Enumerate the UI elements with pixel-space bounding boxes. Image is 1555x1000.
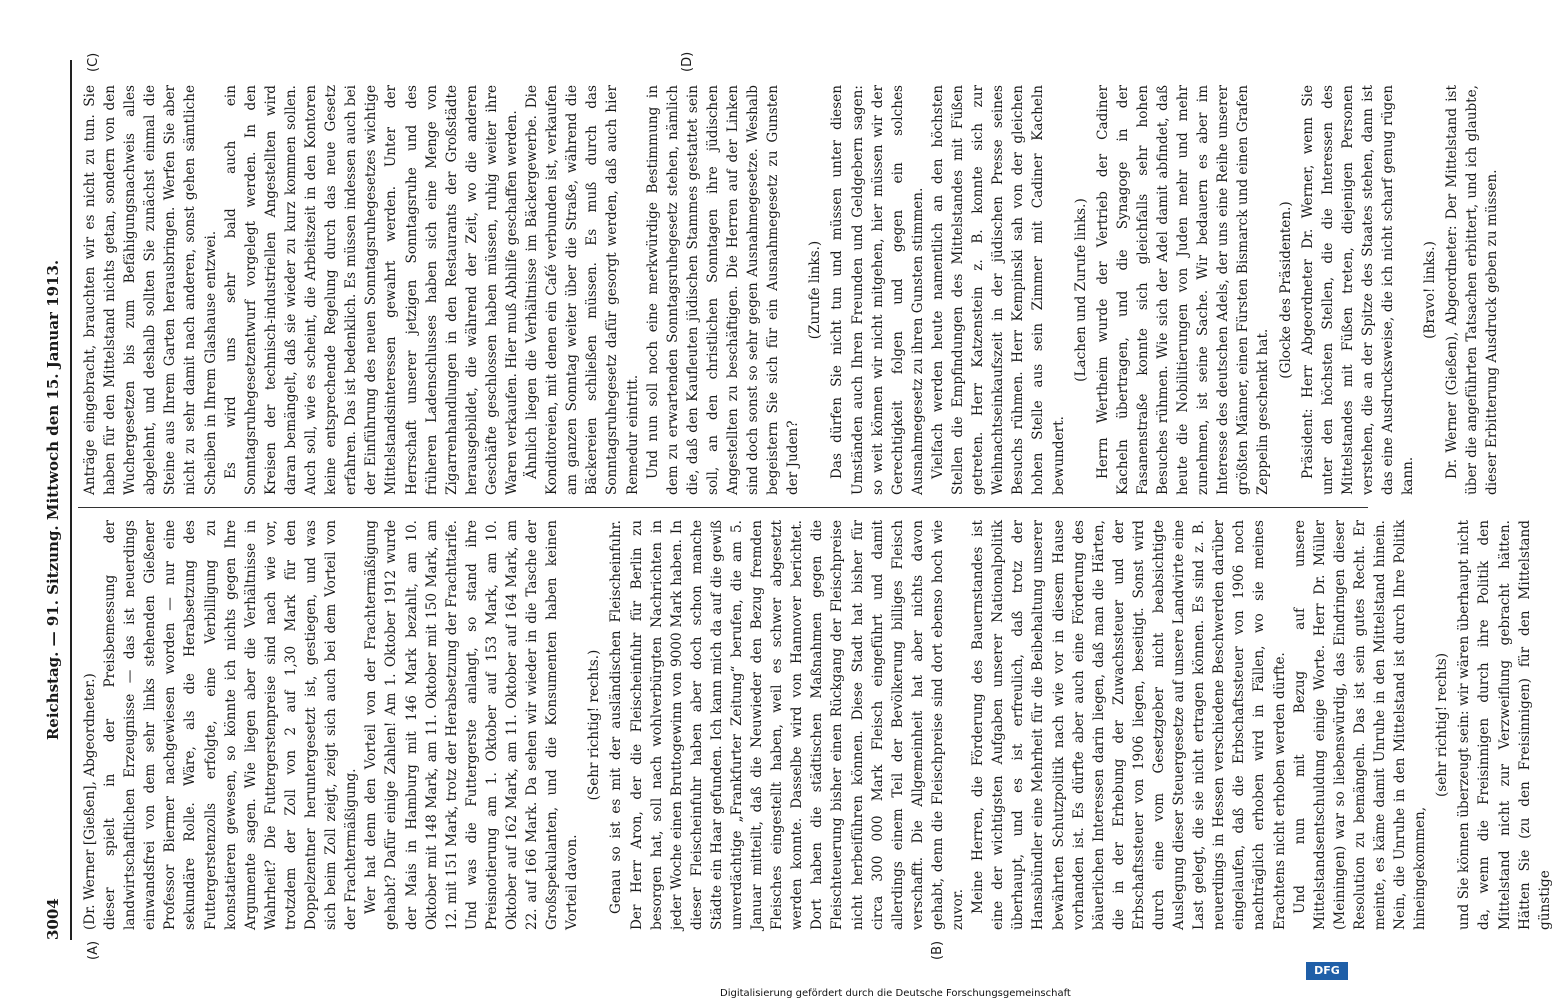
marker-b: (B) bbox=[930, 940, 945, 960]
paragraph: Präsident: Herr Abgeordneter Dr. Werner, wenn Sie unter den höchsten Stellen, die die Interessen des Mittelstandes mit Füßen treten, diejenigen Personen verstehen, die an der Spitze des Staates stehen, dann ist das eine Ausdrucksweise, die ich nicht scharf genug rügen kann. bbox=[1299, 85, 1417, 495]
column-divider bbox=[78, 507, 1368, 508]
right-column bbox=[80, 85, 1503, 495]
paragraph: Wer hat denn den Vorteil von der Frachtermäßigung gehabt? Dafür einige Zahlen! Am 1. Oktober 1912 wurde der Mais in Hamburg mit 146 Mark bezahlt, am 10. Oktober mit 148 Mark, am 11. Oktober mit 150 Mark, am 12. mit 151 Mark, trotz der Herabsetzung der Frachttarife. Und was die Futtergerste anlangt, so stand ihre Preisnotierung am 1. Oktober auf 153 Mark, am 10. Oktober auf 162 Mark, am 11. Oktober auf 164 Mark, am 22. auf 166 Mark. Da sehen wir wieder in die Tasche der Großspekulanten, und die Konsumenten haben keinen Vorteil davon. bbox=[363, 520, 581, 930]
paragraph: Das dürfen Sie nicht tun und müssen unter diesen Umständen auch Ihren Freunden und Geldgebern sagen: so weit können wir nicht mitgehen, hier müssen wir der Gerechtigkeit folgen und gegen ein solches Ausnahmegesetz zu ihren Gunsten stimmen. bbox=[829, 85, 926, 495]
paragraph: Meine Herren, die Förderung des Bauernstandes ist eine der wichtigsten Aufgaben unserer Nationalpolitik überhaupt, und es ist erfreulich, daß trotz der Hansabündler eine Mehrheit für die Beibehaltung unserer bewährten Schutzpolitik nach wie vor in diesem Hause vorhanden ist. Es dürfte aber auch eine Förderung des bäuerlichen Interessen darin liegen, daß man die Härten, die in der Erhebung der Zuwachssteuer und der Erbschaftssteuer von 1906 liegen, beseitigt. Sonst wird durch eine vom Gesetzgeber nicht beabsichtigte Auslegung dieser Steuergesetze auf unsere Landwirte eine Last gelegt, die sie nicht ertragen können. Es sind z. B. neuerdings in Hessen verschiedene Beschwerden darüber eingelaufen, daß die Erbschaftssteuer von 1906 noch nachträglich erhoben wird in Fällen, wo sie meines Erachtens nicht erhoben werden dürfte. bbox=[970, 520, 1288, 930]
paragraph: Es wird uns sehr bald auch ein Sonntagsruhegesetzentwurf vorgelegt werden. In den Kreisen der technisch-industriellen Angestellten wird daran bemängelt, daß sie wieder zu kurz kommen sollen. Auch soll, wie es scheint, die Arbeitszeit in den Kontoren keine entsprechende Regelung durch das neue Gesetz erfahren. Das ist bedenklich. Es müssen indessen auch bei der Einführung des neuen Sonntagsruhegesetzes wichtige Mittelstandsinteressen gewahrt werden. Unter der Herrschaft unserer jetzigen Sonntagsruhe und des früheren Ladenschlusses haben sich eine Menge von Zigarrenhandlungen in den Restaurants der Großstädte herausgebildet, die während der Zeit, wo die anderen Geschäfte geschlossen haben müssen, ruhig weiter ihre Waren verkaufen. Hier muß Abhilfe geschaffen werden. bbox=[222, 85, 520, 495]
paragraph: Vielfach werden heute namentlich an den höchsten Stellen die Empfindungen des Mittelstandes mit Füßen getreten. Herr Katzenstein z. B. konnte sich zur Weihnachtseinkaufszeit in der jüdischen Presse seines Besuchs rühmen. Herr Kempinski sah von der gleichen hohen Stelle aus sein Zimmer mit Cadiner Kacheln bewundert. bbox=[929, 85, 1067, 495]
interjection: (Bravo! links.) bbox=[1422, 241, 1439, 339]
interjection: (Sehr richtig! rechts.) bbox=[586, 649, 603, 801]
left-column bbox=[80, 520, 1555, 930]
paragraph: Und nun soll noch eine merkwürdige Bestimmung in dem zu erwartenden Sonntagsruhegesetz stehen, nämlich die, daß den Kaufleuten jüdischen Stammes gestattet sein soll, an den christlichen Sonntagen ihre jüdischen Angestellten zu beschäftigen. Die Herren auf der Linken sind doch sonst so sehr gegen Ausnahmegesetze. Weshalb begeistern Sie sich für ein Ausnahmegesetz zu Gunsten der Juden? bbox=[644, 85, 802, 495]
paragraph: Ähnlich liegen die Verhältnisse im Bäckergewerbe. Die Konditoreien, mit denen ein Café verbunden ist, verkaufen am ganzen Sonntag weiter über die Straße, während die Bäckereien schließen müssen. Es muß durch das Sonntagsruhegesetz dafür gesorgt werden, daß auch hier Remedur eintritt. bbox=[524, 85, 641, 495]
interjection: (Zurufe links.) bbox=[807, 240, 824, 340]
paragraph: Und nun mit Bezug auf unsere Mittelstandsentschuldung einige Worte. Herr Dr. Müller (Meiningen) war so liebenswürdig, das Eindringen dieser Resolution zu bemängeln. Das ist sein gutes Recht. Er meinte, es käme damit Unruhe in den Mittelstand hinein. Nein, die Unruhe in den Mittelstand ist durch Ihre Politik hineingekommen, bbox=[1291, 520, 1429, 930]
interjection: (Glocke des Präsidenten.) bbox=[1277, 201, 1294, 379]
interjection: (sehr richtig! rechts) bbox=[1434, 652, 1451, 798]
paragraph: dieser spielt in der Preisbemessung der landwirtschaftlichen Erzeugnisse — das ist neuerdings einwandsfrei von dem sehr links stehenden Gießener Professor Biermer nachgewiesen worden — nur eine sekundäre Rolle. Wäre, als die Herabsetzung des Futtergerstenzolls erfolgte, eine Verbilligung zu konstatieren gewesen, so könnte ich nichts gegen Ihre Argumente sagen. Wie liegen aber die Verhältnisse in Wahrheit? Die Futtergerstenpreise sind nach wie vor, trotzdem der Zoll von 2 auf 1,30 Mark für den Doppelzentner heruntergesetzt ist, gestiegen, und was sich beim Zoll zeigt, zeigt sich auch bei dem Vorteil von der Frachtermäßigung. bbox=[102, 520, 360, 930]
digitization-credit: Digitalisierung gefördert durch die Deutsche Forschungsgemeinschaft bbox=[720, 988, 1071, 999]
speaker-continuation: (Dr. Werner [Gießen], Abgeordneter.) bbox=[82, 673, 98, 930]
dfg-logo: DFG bbox=[1306, 962, 1348, 980]
marker-d: (D) bbox=[680, 51, 695, 72]
marker-a: (A) bbox=[86, 940, 101, 960]
page-title: Reichstag. — 91. Sitzung. Mittwoch den 15. Januar 1913. bbox=[44, 259, 62, 741]
page-header bbox=[44, 60, 70, 940]
marker-c: (C) bbox=[86, 52, 101, 72]
paragraph: Anträge eingebracht, brauchten wir es nicht zu tun. Sie haben für den Mittelstand nichts getan, sondern von den Wuchergesetzen bis zum Befähigungsnachweis alles abgelehnt, und deshalb sollten Sie zunächst einmal die Steine aus Ihrem Garten herausbringen. Werfen Sie aber nicht zu sehr damit nach anderen, sonst gehen sämtliche Scheiben in Ihrem Glashause entzwei. bbox=[82, 85, 219, 495]
paragraph: Genau so ist es mit der ausländischen Fleischeinfuhr. Der Herr Aron, der die Fleischeinfuhr für Berlin zu besorgen hat, soll nach wohlverbürgten Nachrichten in jeder Woche einen Bruttogewinn von 9000 Mark haben. In dieser Fleischeinfuhr haben aber doch schon manche Städte ein Haar gefunden. Ich kann mich da auf die gewiß unverdächtige „Frankfurter Zeitung“ berufen, die am 5. Januar mitteilt, daß die Neuwieder den Bezug fremden Fleisches eingestellt haben, weil es schwer abgesetzt werden konnte. Dasselbe wird von Hannover berichtet. Dort haben die städtischen Maßnahmen gegen die Fleischteuerung bisher einen Rückgang der Fleischpreise nicht herbeiführen können. Diese Stadt hat bisher für circa 300 000 Mark Fleisch eingeführt und damit allerdings einem Teil der Bevölkerung billiges Fleisch verschafft. Die Allgemeinheit hat aber nichts davon gehabt, denn die Fleischpreise sind dort ebenso hoch wie zuvor. bbox=[608, 520, 967, 930]
paragraph: und Sie können überzeugt sein: wir wären überhaupt nicht da, wenn die Freisinnigen durch ihre Politik den Mittelstand nicht zur Verzweiflung gebracht hätten. Hätten Sie (zu den Freisinnigen) für den Mittelstand günstige bbox=[1456, 520, 1553, 930]
paragraph: Dr. Werner (Gießen), Abgeordneter: Der Mittelstand ist über die angeführten Tatsachen erbittert, und ich glaubte, dieser Erbitterung Ausdruck geben zu müssen. bbox=[1444, 85, 1501, 495]
paragraph: Herrn Wertheim wurde der Vertrieb der Cadiner Kacheln übertragen, und die Synagoge in der Fasanenstraße konnte sich gleichfalls sehr hohen Besuches rühmen. Wie sich der Adel damit abfindet, daß heute die Nobilitierungen von Juden mehr und mehr zunehmen, ist seine Sache. Wir bedauern es aber im Interesse des deutschen Adels, der uns eine Reihe unserer größten Männer, einen Fürsten Bismarck und einen Grafen Zeppelin geschenkt hat. bbox=[1094, 85, 1272, 495]
page-number: 3004 bbox=[44, 898, 62, 940]
header-rule bbox=[70, 60, 72, 940]
interjection: (Lachen und Zurufe links.) bbox=[1072, 198, 1089, 382]
